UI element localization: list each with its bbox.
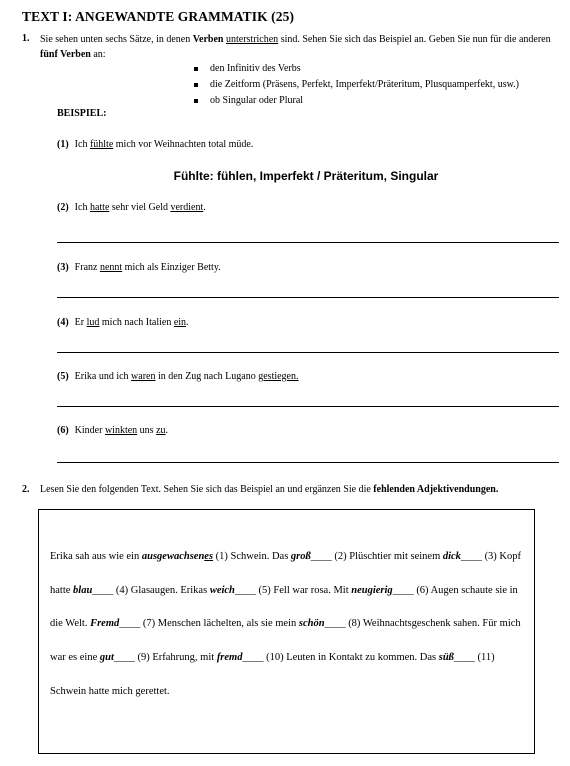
- paragraph-text: (1) Schwein. Das: [213, 551, 291, 562]
- sentence-text: Franz: [74, 262, 100, 273]
- adjective-stem: fremd: [216, 652, 243, 664]
- blank-1[interactable]: ____: [310, 551, 332, 562]
- paragraph-text: (10) Leuten in Kontakt zu kommen. Das: [263, 652, 439, 664]
- adjective-stem: schön: [298, 618, 325, 630]
- blank-5[interactable]: ____: [392, 584, 414, 596]
- question-1-number: 1.: [22, 33, 30, 44]
- sentence-6: [57, 425, 168, 436]
- underlined-verb: hatte: [89, 202, 110, 213]
- answer-line-3[interactable]: [57, 297, 559, 298]
- blank-3[interactable]: ____: [92, 584, 114, 596]
- sentence-text: mich als Einziger Betty.: [122, 262, 221, 273]
- example-answer: Fühlte: fühlen, Imperfekt / Präteritum, Singular: [173, 169, 439, 183]
- blank-4[interactable]: ____: [234, 584, 256, 596]
- adjective-stem: Fremd: [90, 618, 120, 630]
- adjective-stem: ausgewachsen: [141, 551, 205, 562]
- paragraph-text: (4) Glasaugen. Erikas: [113, 584, 210, 596]
- underlined-verb: waren: [131, 371, 156, 382]
- sentence-text: Ich: [74, 202, 90, 213]
- bullet-item: die Zeitform (Präsens, Perfekt, Imperfekt/Präteritum, Plusquamperfekt, usw.): [194, 77, 519, 93]
- sentence-text: uns: [137, 425, 157, 436]
- underlined-verb: fühlte: [89, 139, 114, 150]
- underlined-verb: gestiegen.: [258, 371, 299, 382]
- paragraph-text: (2) Plüschtier mit seinem: [331, 551, 443, 562]
- adjective-stem: gut: [99, 652, 114, 664]
- sentence-text: Ich: [74, 139, 90, 150]
- adjective-stem: süß: [438, 652, 454, 664]
- sentence-number: (4): [57, 317, 69, 328]
- sentence-text: Erika und ich: [74, 371, 132, 382]
- paragraph-text: (5) Fell war rosa. Mit: [255, 584, 352, 596]
- paragraph-text: (8) Weihnachtsgeschenk sahen. Für mich war es eine: [50, 618, 521, 664]
- sentence-text: Er: [74, 317, 87, 328]
- sentence-text: .: [165, 425, 169, 436]
- sentence-4: [57, 317, 189, 328]
- adjective-stem: groß: [290, 551, 311, 562]
- paragraph-text: (6) Augen schaute sie in die Welt.: [50, 584, 518, 630]
- bullet-item: ob Singular oder Plural: [194, 93, 519, 109]
- underlined-verb: zu: [156, 425, 166, 436]
- example-label: BEISPIEL:: [57, 108, 107, 119]
- answer-line-2[interactable]: [57, 242, 559, 243]
- underlined-verb: verdient: [170, 202, 204, 213]
- blank-2[interactable]: ____: [460, 551, 482, 562]
- question-2-number: 2.: [22, 484, 30, 495]
- q1-text-part: sind. Sehen Sie sich das Beispiel an. Geben Sie nun für die anderen: [278, 34, 551, 45]
- sentence-text: sehr viel Geld: [109, 202, 171, 213]
- sentence-text: .: [186, 317, 189, 328]
- sentence-text: in den Zug nach Lugano: [155, 371, 259, 382]
- paragraph-text: (11) Schwein hatte mich gerettet.: [50, 652, 495, 697]
- sentence-number: (6): [57, 425, 69, 436]
- question-1-instructions: [40, 32, 555, 62]
- blank-9[interactable]: ____: [242, 652, 264, 664]
- adjective-stem: dick: [442, 551, 461, 562]
- paragraph-text: (7) Menschen lächelten, als sie mein: [140, 618, 299, 630]
- adjective-stem: weich: [209, 584, 235, 596]
- bullet-item: den Infinitiv des Verbs: [194, 61, 519, 77]
- paragraph-text: (9) Erfahrung, mit: [134, 652, 217, 664]
- underlined-verb: lud: [86, 317, 100, 328]
- underlined-verb: nennt: [99, 262, 123, 273]
- blank-8[interactable]: ____: [113, 652, 135, 664]
- blank-10[interactable]: ____: [453, 652, 475, 664]
- answer-line-5[interactable]: [57, 406, 559, 407]
- q2-text-bold: fehlenden Adjektivendungen.: [373, 484, 499, 495]
- instruction-bullet-list: [194, 61, 519, 109]
- underlined-verb: ein: [173, 317, 187, 328]
- sentence-1-example: [57, 139, 253, 150]
- answer-line-4[interactable]: [57, 352, 559, 353]
- adjective-stem: neugierig: [351, 584, 393, 596]
- q1-text-bold: Verben: [192, 34, 224, 45]
- adjective-stem: blau: [73, 584, 93, 596]
- paragraph-text: Erika sah aus wie ein: [50, 551, 142, 562]
- page-title: TEXT I: ANGEWANDTE GRAMMATIK (25): [22, 9, 295, 24]
- example-ending: es: [204, 551, 214, 562]
- sentence-3: [57, 262, 221, 273]
- sentence-number: (3): [57, 262, 69, 273]
- sentence-text: mich vor Weihnachten total müde.: [113, 139, 254, 150]
- q1-text-underlined: unterstrichen: [225, 34, 279, 45]
- cloze-paragraph: [50, 540, 530, 709]
- blank-7[interactable]: ____: [324, 618, 346, 630]
- sentence-text: Kinder: [74, 425, 105, 436]
- sentence-number: (1): [57, 139, 69, 150]
- q1-text-bold: fünf Verben: [40, 49, 91, 60]
- sentence-number: (5): [57, 371, 69, 382]
- sentence-text: mich nach Italien: [99, 317, 174, 328]
- blank-6[interactable]: ____: [119, 618, 141, 630]
- q1-text-part: Sie sehen unten sechs Sätze, in denen: [40, 34, 193, 45]
- question-2-instructions: [40, 484, 498, 495]
- q1-text-part: an:: [90, 49, 106, 60]
- sentence-2: [57, 202, 206, 213]
- sentence-number: (2): [57, 202, 69, 213]
- paragraph-text: (3) Kopf hatte: [50, 551, 522, 596]
- sentence-text: .: [203, 202, 206, 213]
- q2-text-part: Lesen Sie den folgenden Text. Sehen Sie sich das Beispiel an und ergänzen Sie die: [40, 484, 374, 495]
- sentence-5: [57, 371, 299, 382]
- underlined-verb: winkten: [104, 425, 138, 436]
- answer-line-6[interactable]: [57, 462, 559, 463]
